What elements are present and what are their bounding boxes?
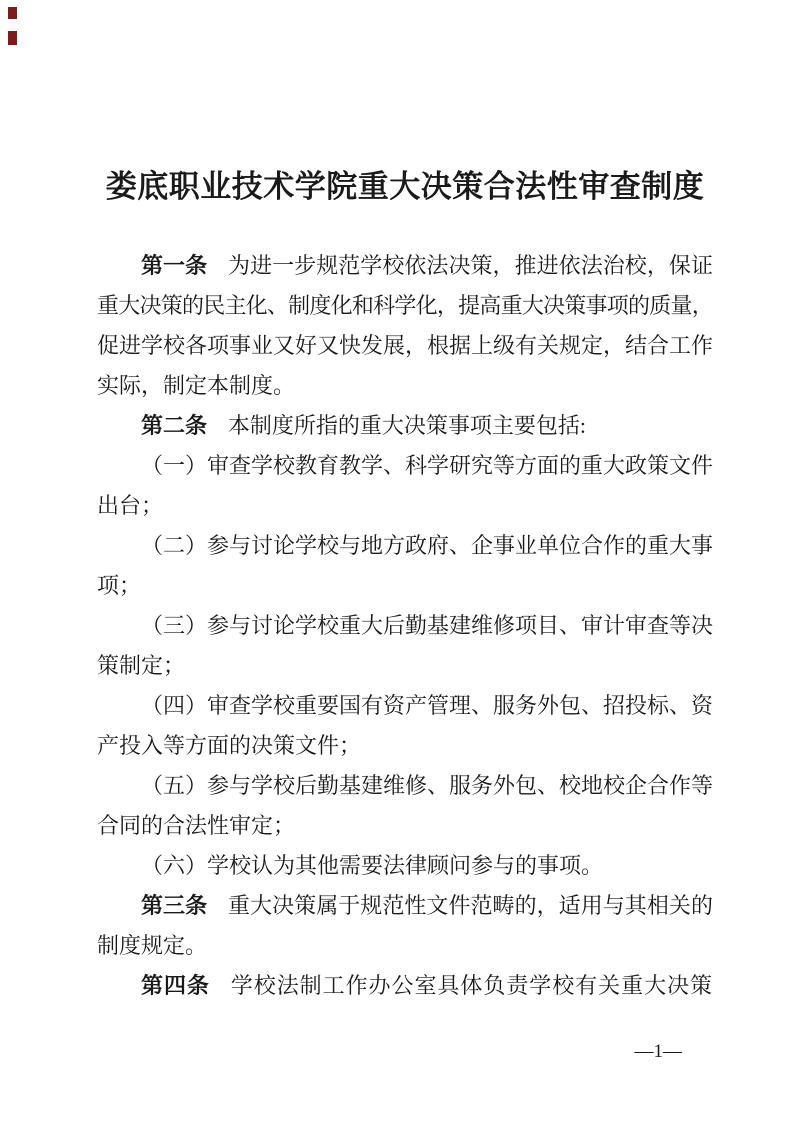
line-text: 促进学校各项事业又好又快发展，根据上级有关规定，结合工作: [97, 333, 714, 358]
body-line: [97, 806, 713, 846]
line-text: 合同的合法性审定；: [97, 813, 296, 838]
body-line: [97, 366, 713, 406]
body-line: [97, 526, 713, 566]
article-number: 第四条: [141, 973, 210, 998]
line-text: （四）审查学校重要国有资产管理、服务外包、招投标、资: [141, 693, 714, 718]
page-number: —1—: [634, 1041, 682, 1062]
body-line: [97, 286, 713, 326]
line-text: 为进一步规范学校依法决策，推进依法治校，保证: [228, 253, 713, 278]
body-line: [97, 326, 713, 366]
body-line: [97, 846, 713, 886]
article-line: [97, 886, 713, 926]
line-text: 项；: [97, 573, 142, 598]
line-text: 制度规定。: [97, 933, 208, 958]
article-line: [97, 246, 713, 286]
line-text: 产投入等方面的决策文件；: [97, 733, 362, 758]
scan-artifact-mark: [8, 31, 17, 45]
line-text: 本制度所指的重大决策事项主要包括:: [227, 413, 587, 438]
line-text: 学校法制工作办公室具体负责学校有关重大决策: [230, 973, 713, 998]
article-number: 第三条: [141, 893, 208, 918]
article-line: [97, 966, 713, 1006]
body-line: [97, 566, 713, 606]
line-text: （二）参与讨论学校与地方政府、企事业单位合作的重大事: [141, 533, 714, 558]
line-text: 重大决策的民主化、制度化和科学化，提高重大决策事项的质量，: [97, 293, 713, 318]
article-number: 第二条: [141, 413, 208, 438]
body-line: [97, 606, 713, 646]
line-text: （一）审查学校教育教学、科学研究等方面的重大政策文件: [141, 453, 714, 478]
article-number: 第一条: [141, 253, 208, 278]
body-line: [97, 726, 713, 766]
body-line: [97, 926, 713, 966]
body-line: [97, 766, 713, 806]
scan-artifact-mark: [8, 7, 17, 19]
line-text: 重大决策属于规范性文件范畴的，适用与其相关的: [228, 893, 713, 918]
line-text: 策制定；: [97, 653, 186, 678]
body-line: [97, 486, 713, 526]
line-text: （六）学校认为其他需要法律顾问参与的事项。: [141, 853, 604, 878]
line-text: （三）参与讨论学校重大后勤基建维修项目、审计审查等决: [141, 613, 714, 638]
article-line: [97, 406, 713, 446]
body-line: [97, 646, 713, 686]
line-text: （五）参与学校后勤基建维修、服务外包、校地校企合作等: [141, 773, 714, 798]
document-body: [97, 246, 713, 1006]
body-line: [97, 446, 713, 486]
line-text: 实际，制定本制度。: [97, 373, 296, 398]
page-title: 娄底职业技术学院重大决策合法性审查制度: [105, 168, 705, 204]
line-text: 出台；: [97, 493, 164, 518]
body-line: [97, 686, 713, 726]
